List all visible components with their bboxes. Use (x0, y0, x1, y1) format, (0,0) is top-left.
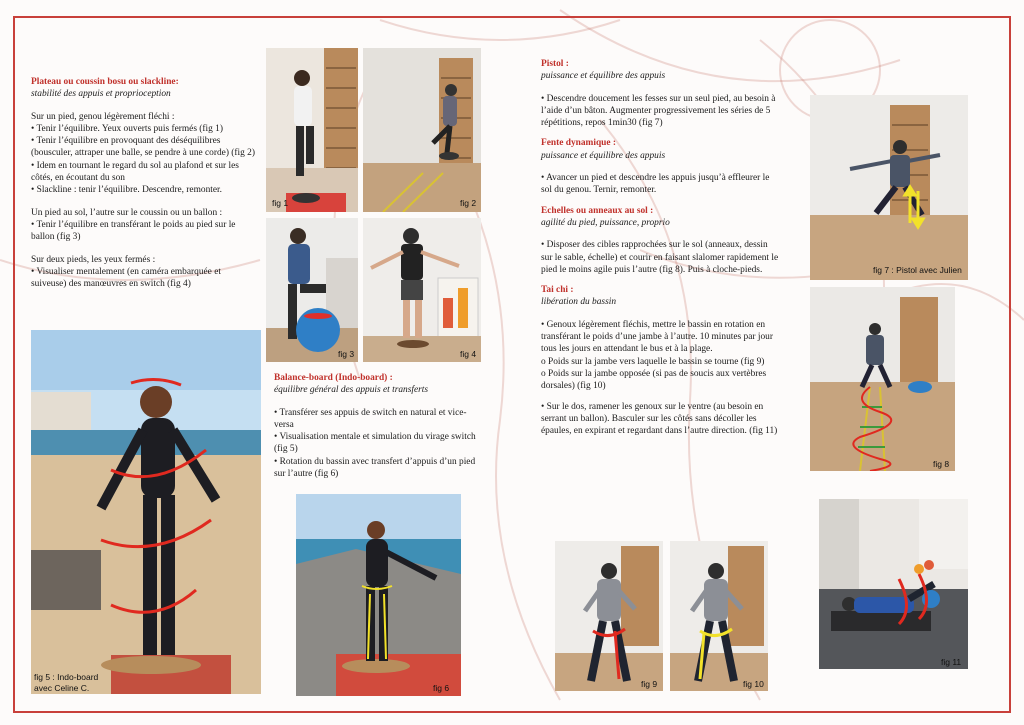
fig5-illustration (31, 330, 261, 694)
fig1-illustration (266, 48, 358, 212)
figure-8-photo (810, 287, 955, 471)
echelles-title: Echelles ou anneaux au sol : (541, 205, 654, 216)
section-title: Plateau ou coussin bosu ou slackline: (31, 77, 179, 87)
intro-text: Sur deux pieds, les yeux fermés : (31, 254, 156, 265)
figure-5-photo (31, 330, 261, 694)
bullet-item: • Tenir l’équilibre en transférant le poids au pied sur le ballon (fig 3) (31, 219, 236, 243)
fig7-illustration (810, 95, 968, 280)
figure-2-photo (363, 48, 481, 212)
bullet-item: • Transférer ses appuis de switch en natural et vice-versa (274, 407, 467, 430)
bullet-item: • Rotation du bassin avec transfert d’appuis d’un pied sur l’autre (fig 6) (274, 456, 476, 480)
section-title: Balance-board (Indo-board) : (274, 373, 393, 383)
fig2-illustration (363, 48, 481, 212)
fig10-illustration (670, 541, 768, 691)
taichi-subtitle: libération du bassin (541, 297, 617, 308)
taichi-text: • Sur le dos, ramener les genoux sur le ventre (au besoin en serrant un ballon). Basculer sur les côtés sans décoller les épaules, en expirant et regardant dans l’autre direction. (fig 11) (541, 401, 778, 437)
bullet-item: • Slackline : tenir l’équilibre. Descendre, remonter. (31, 185, 222, 196)
figure-9-photo (555, 541, 663, 691)
section-balance-board (274, 372, 484, 480)
echelles-subtitle: agilité du pied, puissance, proprio (541, 217, 670, 228)
taichi-title: Tai chi : (541, 285, 574, 296)
pistol-text: • Descendre doucement les fesses sur un seul pied, au besoin à l’aide d’un bâton. Augmenter progressivement les séries de 5 répétitions, repos 1min30 (fig 7) (541, 93, 776, 129)
fig8-illustration (810, 287, 955, 471)
figure-10-photo (670, 541, 768, 691)
pistol-subtitle: puissance et équilibre des appuis (541, 71, 666, 82)
taichi-text: o Poids sur la jambe vers laquelle le bassin se tourne (fig 9) (541, 356, 765, 367)
figure-11-caption: fig 11 (941, 657, 962, 667)
figure-6-photo (296, 494, 461, 696)
figure-10-caption: fig 10 (743, 679, 764, 689)
figure-4-photo (363, 218, 481, 362)
figure-2-caption: fig 2 (460, 198, 477, 208)
bullet-item: • Idem en tournant le regard du sol au plafond et sur les côtés, en écoutant du son (31, 160, 239, 184)
section-plateau (31, 76, 257, 290)
fente-subtitle: puissance et équilibre des appuis (541, 150, 666, 161)
section-subtitle: équilibre général des appuis et transferts (274, 385, 429, 396)
bullet-item: • Tenir l’équilibre. Yeux ouverts puis fermés (fig 1) (31, 123, 223, 134)
fig11-illustration (819, 499, 968, 669)
fente-text: • Avancer un pied et descendre les appuis jusqu’à effleurer le sol du genou. Ternir, remonter. (541, 173, 770, 196)
figure-5-caption-line1: fig 5 : Indo-board (34, 672, 99, 682)
figure-7-photo (810, 95, 968, 280)
figure-1-photo (266, 48, 358, 212)
section-subtitle: stabilité des appuis et proprioception (31, 89, 171, 100)
figure-3-photo (266, 218, 358, 362)
bullet-item: • Tenir l’équilibre en provoquant des déséquilibres (bousculer, attraper une balle, se pendre à une corde) (fig 2) (31, 136, 255, 159)
figure-5-caption-line2: avec Celine C. (34, 683, 90, 693)
echelles-text: • Disposer des cibles rapprochées sur le sol (anneaux, dessin sur le sable, échelle) et courir en faisant slalomer rapidement le pied le moins agile puis l’autre (fig 8). Puis à cloche-pieds. (541, 240, 779, 275)
figure-7-caption: fig 7 : Pistol avec Julien (873, 265, 962, 275)
bullet-item: • Visualiser mentalement (en caméra embarquée et suiveuse) des manœuvres en switch (fig 4) (31, 266, 221, 290)
figure-5-caption (34, 672, 98, 694)
figure-3-caption: fig 3 (338, 349, 355, 359)
figure-11-photo (819, 499, 968, 669)
figure-6-caption: fig 6 (433, 683, 450, 693)
fig9-illustration (555, 541, 663, 691)
fig4-illustration (363, 218, 481, 362)
pistol-title: Pistol : (541, 59, 569, 69)
bullet-item: • Visualisation mentale et simulation du virage switch (fig 5) (274, 432, 476, 455)
section-exercises (541, 58, 781, 437)
figure-1-caption: fig 1 (272, 198, 289, 208)
taichi-text: • Genoux légèrement fléchis, mettre le bassin en rotation en transférant le poids d’une jambe à l’autre. 10 minutes par jour tous les jours en attendant le bus et à la plage. (541, 319, 773, 355)
fente-title: Fente dynamique : (541, 138, 616, 149)
intro-text: Sur un pied, genou légèrement fléchi : (31, 111, 175, 122)
fig3-illustration (266, 218, 358, 362)
taichi-text: o Poids sur la jambe opposée (si pas de soucis aux vertèbres dorsales) (fig 10) (541, 368, 767, 392)
figure-9-caption: fig 9 (641, 679, 658, 689)
figure-8-caption: fig 8 (933, 459, 950, 469)
figure-4-caption: fig 4 (460, 349, 477, 359)
fig6-illustration (296, 494, 461, 696)
intro-text: Un pied au sol, l’autre sur le coussin ou un ballon : (31, 207, 223, 218)
